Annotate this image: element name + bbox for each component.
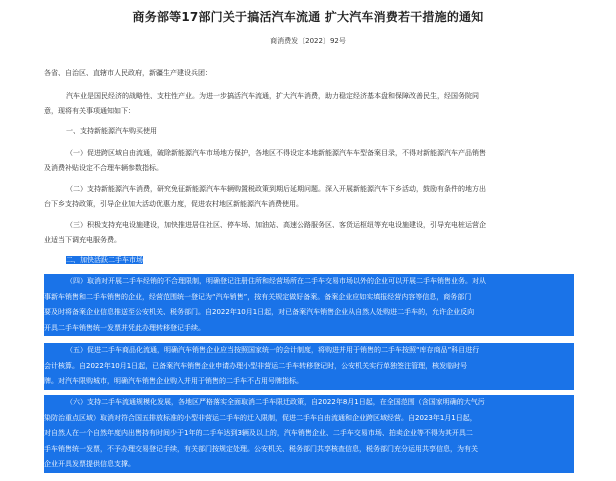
item-3-line-1: （三）积极支持充电设施建设，加快推进居住社区、停车场、加油站、高速公路服务区、客货运枢纽等充电设施建设，引导充电桩运营企 (66, 221, 486, 229)
section-heading-2 (66, 253, 143, 269)
item-6-line-2: 染防治重点区域）取消对符合国五排放标准的小型非营运二手车的迁入限制，促进二手车自由流通和企业跨区域经营。自2023年1月1日起， (44, 413, 477, 422)
intro-line-2: 意，现将有关事项通知如下： (44, 107, 135, 115)
selected-text: 二、加快活跃二手车市场 (66, 256, 143, 264)
section-heading-1: 一、支持新能源汽车购买使用 (66, 127, 157, 135)
item-2-line-1: （二）支持新能源汽车消费，研究免征新能源汽车车辆购置税政策到期后延期问题。深入开展新能源汽车下乡活动，鼓励有条件的地方出 (66, 185, 486, 193)
item-4-selected-block (44, 274, 574, 336)
item-3-line-2: 业适当下调充电服务费。 (44, 236, 121, 244)
item-4-line-4: 开具二手车销售统一发票并凭此办理转移登记手续。 (44, 323, 205, 332)
item-5-line-3: 牌。对汽车限购城市，明确汽车销售企业购入并用于销售的二手车不占用号牌指标。 (44, 377, 303, 385)
item-1-line-1: （一）促进跨区域自由流通，破除新能源汽车市场地方保护，各地区不得设定本地新能源汽车车型备案目录，不得对新能源汽车产品销售 (66, 149, 486, 157)
item-5-line-2: 会计核算。自2022年10月1日起，已备案汽车销售企业申请办理小型非营运二手车转移登记时，公安机关实行单独签注管理，核发临时号 (44, 361, 468, 370)
item-2-line-2: 台下乡支持政策，引导企业加大活动优惠力度，促进农村地区新能源汽车消费使用。 (44, 200, 303, 208)
item-4-line-1: （四）取消对开展二手车经销的不合理限制，明确登记注册住所和经营场所在二手车交易市场以外的企业可以开展二手车销售业务。对从 (66, 277, 486, 285)
document-number: 商消费发〔2022〕92号 (270, 37, 346, 45)
document-title: 商务部等17部门关于搞活汽车流通 扩大汽车消费若干措施的通知 (132, 10, 484, 24)
item-6-selected-block (44, 395, 574, 473)
item-5-selected-block (44, 343, 574, 390)
salutation: 各省、自治区、直辖市人民政府，新疆生产建设兵团： (44, 69, 212, 77)
item-6-line-4: 手车销售统一发票，不予办理交易登记手续，有关部门按规定处理。公安机关、税务部门共享核查信息，税务部门充分运用共享信息，为有关 (44, 444, 478, 453)
item-4-line-3: 要及时将备案企业信息推送至公安机关、税务部门。自2022年10月1日起，对已备案汽车销售企业从自然人处购进二手车的，允许企业反向 (44, 308, 475, 316)
item-6-line-1: （六）支持二手车流通规模化发展，各地区严格落实全面取消二手车限迁政策，自2022年8月1日起，在全国范围（含国家明确的大气污 (66, 398, 485, 406)
item-5-line-1: （五）促进二手车商品化流通，明确汽车销售企业应当按照国家统一的会计制度，将购进并用于销售的二手车按照“库存商品”科目进行 (66, 346, 480, 354)
item-6-line-5: 企业开具发票提供信息支撑。 (44, 460, 135, 468)
item-1-line-2: 及消费补贴设定不合理车辆参数指标。 (44, 164, 163, 172)
item-6-line-3: 对自然人在一个自然年度内出售持有时间少于1年的二手车达到3辆及以上的，汽车销售企业、二手车交易市场、拍卖企业等不得为其开具二 (44, 429, 473, 437)
intro-line-1: 汽车业是国民经济的战略性、支柱性产业。为进一步搞活汽车流通，扩大汽车消费，助力稳定经济基本盘和保障改善民生，经国务院同 (66, 92, 479, 100)
item-4-line-2: 事新车销售和二手车销售的企业，经营范围统一登记为“汽车销售”，按有关规定做好备案。备案企业应如实填报经营内容等信息，商务部门 (44, 292, 472, 301)
